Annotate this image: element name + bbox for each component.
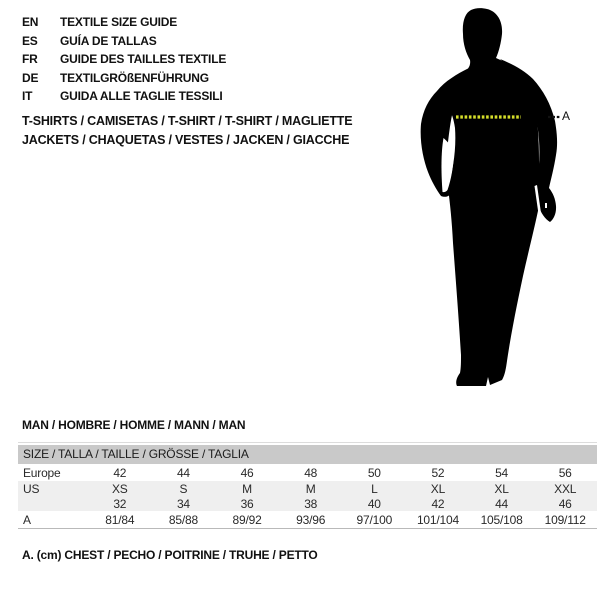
size-cell: 42 [431, 496, 445, 511]
hand-notch [545, 203, 547, 208]
row-label [18, 496, 88, 511]
measure-label-a: A [562, 109, 571, 123]
size-cell: 54 [495, 465, 509, 480]
table-row [18, 481, 597, 496]
row-label: Europe [23, 465, 61, 480]
measurement-footnote: A. (cm) CHEST / PECHO / POITRINE / TRUHE / PETTO [22, 548, 318, 562]
size-cell: 56 [558, 465, 572, 480]
size-cell: 97/100 [356, 512, 393, 527]
size-cell: M [305, 481, 316, 496]
size-cell: XL [494, 481, 509, 496]
language-label: TEXTILE SIZE GUIDE [60, 15, 178, 29]
size-table [18, 445, 597, 529]
size-cell: 48 [304, 465, 318, 480]
language-code: DE [22, 70, 39, 85]
language-label: GUÍA DE TALLAS [60, 33, 157, 48]
language-code: EN [22, 15, 39, 29]
language-label: GUIDA ALLE TAGLIE TESSILI [60, 89, 223, 103]
size-cell: 36 [240, 496, 254, 511]
size-cell: 44 [176, 465, 190, 480]
language-code: IT [22, 89, 33, 103]
category-line: JACKETS / CHAQUETAS / VESTES / JACKEN / GIACCHE [22, 133, 350, 147]
size-cell: 46 [558, 496, 572, 511]
language-label: TEXTILGRÖßENFÜHRUNG [60, 70, 209, 85]
size-cell: 34 [176, 496, 190, 511]
size-cell: 85/88 [168, 512, 198, 527]
size-cell: XL [430, 481, 446, 496]
row-label: US [23, 481, 40, 496]
size-cell: L [371, 481, 378, 496]
man-body-silhouette [437, 8, 540, 386]
language-code: ES [22, 33, 38, 48]
size-cell: 40 [367, 496, 381, 511]
size-cell: 44 [495, 496, 509, 511]
size-cell: 38 [304, 496, 318, 511]
language-label: GUIDE DES TAILLES TEXTILE [60, 52, 227, 66]
size-cell: 42 [113, 465, 127, 480]
size-table-header: SIZE / TALLA / TAILLE / GRÖSSE / TAGLIA [18, 445, 597, 464]
size-cell: XS [112, 481, 128, 496]
size-table-body [18, 464, 597, 529]
table-top-divider [18, 442, 597, 443]
section-title: MAN / HOMBRE / HOMME / MANN / MAN [22, 418, 246, 432]
table-row [18, 511, 597, 529]
size-cell: 101/104 [416, 512, 459, 527]
size-cell: 109/112 [544, 512, 586, 527]
language-code: FR [22, 52, 38, 66]
size-cell: 93/96 [296, 512, 326, 527]
size-cell: 52 [431, 465, 445, 480]
size-cell: 105/108 [480, 512, 523, 527]
size-cell: 81/84 [105, 512, 135, 527]
size-cell: 46 [240, 465, 254, 480]
size-table-grid [18, 464, 597, 529]
size-cell: M [242, 481, 252, 496]
size-cell: XXL [554, 481, 577, 496]
size-cell: 32 [113, 496, 127, 511]
size-cell: 89/92 [232, 512, 262, 527]
size-cell: S [179, 481, 188, 496]
table-row [18, 496, 597, 511]
row-label: A [23, 512, 31, 527]
table-row [18, 464, 597, 481]
size-cell: 50 [367, 465, 381, 480]
category-line: T-SHIRTS / CAMISETAS / T-SHIRT / T-SHIRT / MAGLIETTE [22, 114, 353, 128]
